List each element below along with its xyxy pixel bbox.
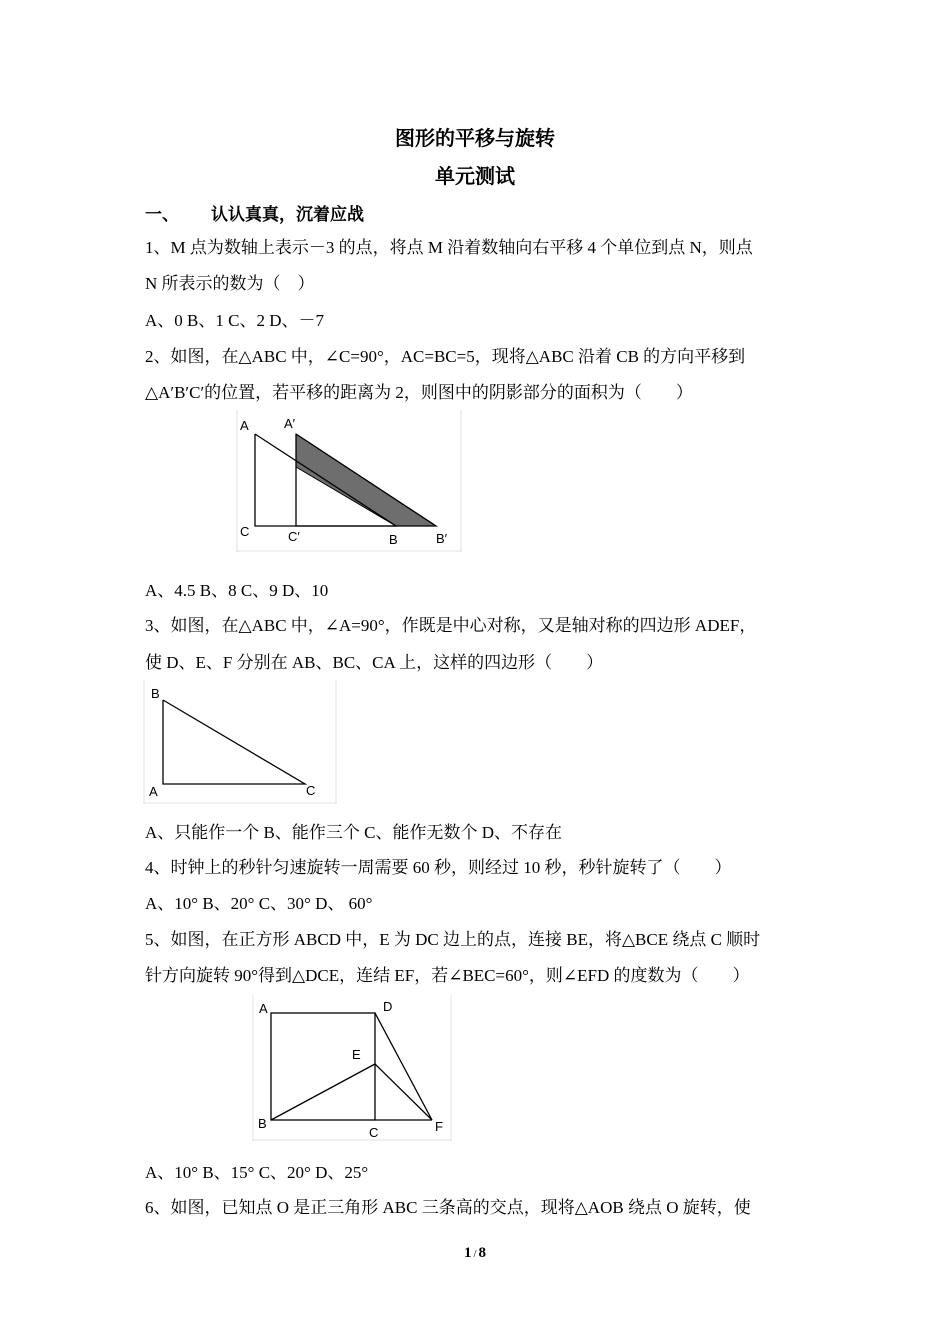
label-c: C (369, 1125, 379, 1140)
label-b-prime: B′ (436, 531, 448, 546)
label-a-prime: A′ (284, 416, 296, 431)
question-2-options: A、4.5 B、8 C、9 D、10 (145, 581, 329, 600)
label-c: C (306, 783, 316, 798)
segment-be (271, 1064, 375, 1120)
label-f: F (435, 1119, 443, 1134)
label-c: C (240, 524, 250, 539)
label-d: D (383, 999, 393, 1014)
segment-ef (375, 1064, 432, 1120)
question-4-line-1: 4、时钟上的秒针匀速旋转一周需要 60 秒，则经过 10 秒，秒针旋转了（ ） (145, 858, 732, 877)
label-a: A (240, 418, 249, 433)
question-2-line-1: 2、如图，在△ABC 中，∠C=90°，AC=BC=5，现将△ABC 沿着 CB 的方向平移到 (145, 347, 746, 366)
label-b: B (258, 1116, 267, 1131)
label-c-prime: C′ (288, 529, 300, 544)
question-1-options: A、0 B、1 C、2 D、－7 (145, 311, 324, 330)
document-subtitle: 单元测试 (435, 166, 515, 188)
page-number (0, 1245, 950, 1262)
page-total: 8 (478, 1245, 487, 1261)
question-6-line-1: 6、如图，已知点 O 是正三角形 ABC 三条高的交点，现将△AOB 绕点 O 旋转，使 (145, 1198, 751, 1217)
label-b: B (389, 532, 398, 547)
section-title: 认认真真，沉着应战 (211, 205, 364, 224)
triangle-abc (255, 434, 396, 526)
question-5-line-1: 5、如图，在正方形 ABCD 中，E 为 DC 边上的点，连接 BE，将△BCE 绕点 C 顺时 (145, 930, 761, 949)
question-3-options: A、只能作一个 B、能作三个 C、能作无数个 D、不存在 (145, 823, 562, 842)
question-3-line-1: 3、如图，在△ABC 中，∠A=90°，作既是中心对称，又是轴对称的四边形 ADEF， (145, 616, 757, 635)
question-3-figure (143, 680, 337, 804)
question-5-line-2: 针方向旋转 90°得到△DCE，连结 EF，若∠BEC=60°，则∠EFD 的度数为（ ） (145, 966, 750, 985)
label-a: A (149, 784, 158, 799)
question-3-line-2: 使 D、E、F 分别在 AB、BC、CA 上，这样的四边形（ ） (145, 653, 604, 672)
triangle-abc (163, 700, 305, 784)
label-e: E (352, 1047, 361, 1062)
section-number: 一、 (145, 205, 179, 224)
page-separator: / (473, 1248, 477, 1260)
section-heading (145, 200, 364, 225)
question-1-line-1: 1、M 点为数轴上表示－3 的点，将点 M 沿着数轴向右平移 4 个单位到点 N，则点 (145, 238, 753, 257)
question-2-line-2: △A′B′C′的位置，若平移的距离为 2，则图中的阴影部分的面积为（ ） (145, 383, 693, 402)
square-abcd (271, 1013, 375, 1120)
page-current: 1 (463, 1245, 472, 1261)
question-5-options: A、10° B、15° C、20° D、25° (145, 1163, 369, 1182)
label-b: B (151, 686, 160, 701)
triangle-a-prime-b-prime-c-prime (296, 434, 436, 526)
question-1-line-2: N 所表示的数为（ ） (145, 274, 315, 293)
segment-df (375, 1013, 432, 1120)
document-title: 图形的平移与旋转 (395, 128, 555, 150)
label-a: A (259, 1001, 268, 1016)
question-4-options: A、10° B、20° C、30° D、 60° (145, 894, 373, 913)
question-2-figure (236, 410, 462, 552)
question-5-figure (252, 995, 452, 1141)
